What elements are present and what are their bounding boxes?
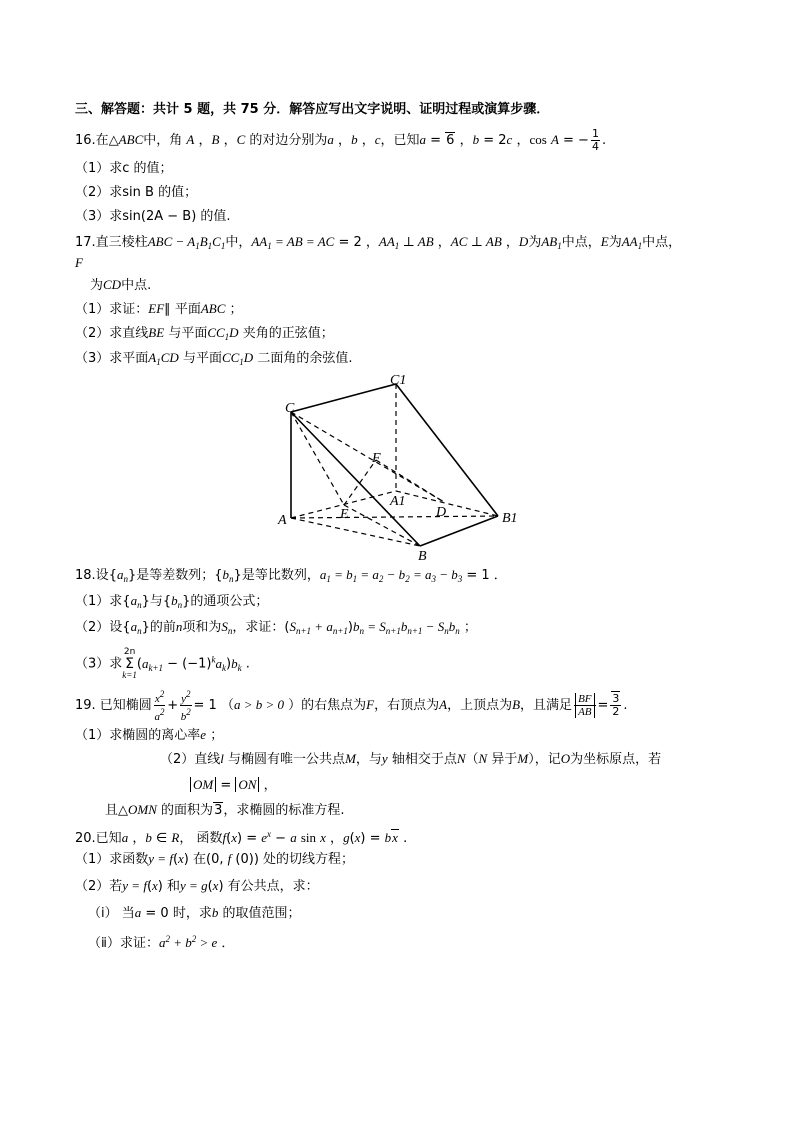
- q16-part1: （1）求c 的值；: [75, 161, 173, 176]
- q16-part3: （3）求sin(2A − B) 的值.: [75, 209, 231, 224]
- q17-part2: （2）求直线BE 与平面$CC_1D$ 夹角的正弦值；: [75, 325, 334, 342]
- label-d: D: [436, 505, 447, 520]
- q16-part2: （2）求sin B 的值；: [75, 185, 198, 200]
- q17-stem-cont: 为CD中点.: [90, 277, 152, 293]
- prism-figure: [270, 368, 530, 568]
- label-b1: B1: [502, 511, 518, 526]
- q19-part2: （2）直线l 与椭圆有唯一公共点M，与y 轴相交于点N（N 异于M），记O为坐标原点，若: [160, 751, 662, 767]
- section-header: 三、解答题：共计 5 题，共 75 分．解答应写出文字说明、证明过程或演算步骤．: [75, 102, 550, 117]
- q19-part1: （1）求椭圆的离心率e ；: [75, 727, 224, 743]
- q19-stem: 19. 已知椭圆 $\frac{x^2}{a^2}$ + $\frac{y^2}{b^2}$ = 1 （a > b > 0 ）的右焦点为F，右顶点为A，上顶点为B，且满足 $\frac{BF}{AB}$ = $\frac{3}{2}$ .: [75, 689, 628, 723]
- q20-part2-i: （ⅰ） 当a = 0 时，求b 的取值范围；: [88, 905, 301, 921]
- q18-part1: （1）求$\{a_n\}$与$\{b_n\}$的通项公式；: [75, 593, 269, 610]
- label-b: B: [418, 549, 427, 564]
- label-c: C: [285, 401, 295, 416]
- label-a: A: [278, 513, 287, 528]
- q18-part3: （3）求 2n Σ k=1 $(a_{k+1} - (-1)^ka_k)b_k$ .: [75, 647, 250, 680]
- q18-part2: （2）设$\{a_n\}$的前n项和为$S_n$，求证：$(S_{n+1} + a_{n+1})b_n = S_{n+1}b_{n+1} - S_nb_n$ ；: [75, 619, 477, 636]
- q17-stem-f: F: [75, 255, 83, 270]
- q19-part2-cond: OM = ON ，: [190, 776, 277, 795]
- label-c1: C1: [390, 373, 407, 388]
- label-a1: A1: [390, 494, 406, 509]
- q17-part3: （3）求平面$A_1CD$ 与平面$CC_1D$ 二面角的余弦值.: [75, 350, 353, 367]
- q16-stem: 16.在△ABC中，角 A ，B ，C 的对边分别为a ，b ，c，已知a = 6 ，b = 2c ，cos A = − $\frac{1}{4}$ .: [75, 127, 607, 153]
- q17-stem: 17.直三棱柱ABC − $A_1B_1C_1$中，$AA_1$ = AB = AC = 2 ，$AA_1$ ⊥ AB ，AC ⊥ AB ，D为$AB_1$中点，E为$AA_1$中点，: [75, 234, 682, 251]
- q18-stem: 18.设$\{a_n\}$是等差数列；$\{b_n\}$是等比数列，$a_1 = b_1 = a_2 - b_2 = a_3 - b_3 = 1$ ．: [75, 567, 507, 584]
- label-e: E: [340, 507, 349, 522]
- q20-part2: （2）若y = f(x) 和y = g(x) 有公共点，求：: [75, 878, 319, 894]
- q19-part2-cont: 且△OMN 的面积为3，求椭圆的标准方程.: [105, 802, 345, 818]
- q20-part2-ii: （ⅱ）求证：$a^2 + b^2 > e$ ．: [88, 934, 235, 951]
- q17-part1: （1）求证：EF∥ 平面ABC ；: [75, 301, 243, 317]
- q20-stem: 20.已知a ，b ∈ R， 函数$f(x) = e^x - a$ sin x ，g(x) = bx .: [75, 829, 408, 846]
- q20-part1: （1）求函数y = f(x) 在(0, f (0)) 处的切线方程；: [75, 851, 355, 867]
- label-f: F: [372, 451, 381, 466]
